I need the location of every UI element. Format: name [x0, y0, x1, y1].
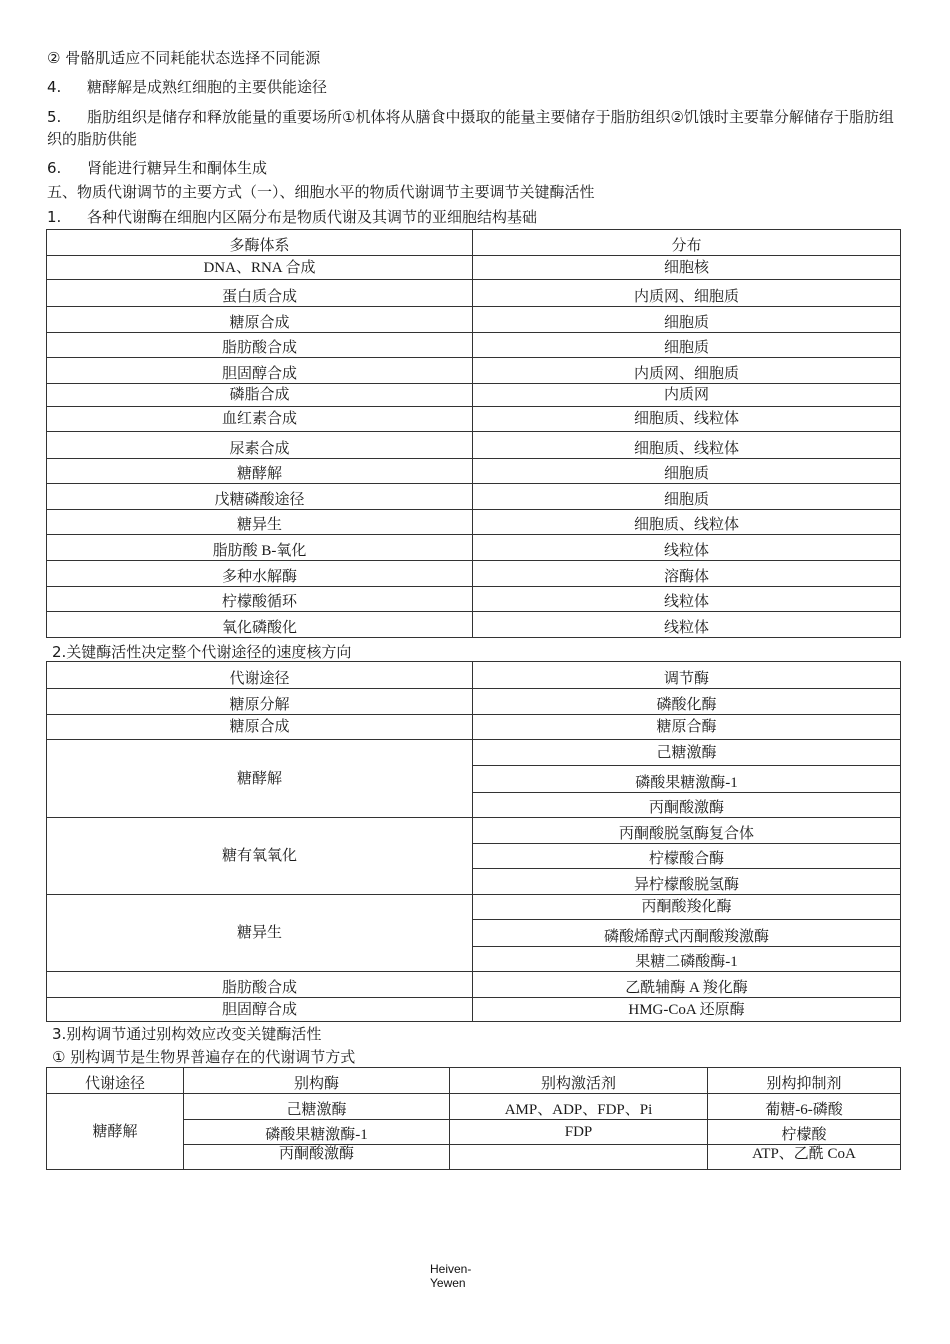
table-cell: 胆固醇合成: [47, 358, 473, 384]
table-cell: 细胞质: [473, 484, 901, 510]
table-cell: 线粒体: [473, 535, 901, 561]
table-row: [47, 280, 901, 307]
table-cell: 胆固醇合成: [47, 998, 473, 1022]
regulatory-enzyme-table: [46, 661, 901, 1022]
table-row: [47, 972, 901, 998]
table-cell: 磷酸果糖激酶-1: [184, 1120, 450, 1145]
table-row: [47, 307, 901, 333]
table-cell: 细胞质、线粒体: [473, 432, 901, 459]
table-row: [47, 715, 901, 740]
table-row: [47, 561, 901, 587]
table-cell: 蛋白质合成: [47, 280, 473, 307]
text-line: 2.关键酶活性决定整个代谢途径的速度核方向: [52, 643, 352, 661]
table-cell: 丙酮酸激酶: [473, 793, 901, 818]
table-row: [47, 998, 901, 1022]
table-row: [47, 407, 901, 432]
table-cell: 丙酮酸羧化酶: [473, 895, 901, 920]
table-cell: 细胞质、线粒体: [473, 510, 901, 535]
table-cell: 丙酮酸激酶: [184, 1145, 450, 1170]
table-cell: 糖原分解: [47, 689, 473, 715]
enzyme-distribution-table: [46, 229, 901, 638]
table-header: 代谢途径: [47, 662, 473, 689]
table-cell: 糖酵解: [47, 459, 473, 484]
page-footer: [430, 1262, 471, 1290]
table-cell: 细胞质: [473, 333, 901, 358]
table-row: [47, 740, 901, 766]
table-cell: 磷脂合成: [47, 384, 473, 407]
allosteric-regulation-table: [46, 1067, 901, 1170]
item-number: 5.: [47, 108, 62, 126]
table-cell: 磷酸烯醇式丙酮酸羧激酶: [473, 920, 901, 947]
pathway-cell: 糖酵解: [47, 1094, 184, 1170]
table-row: [47, 535, 901, 561]
table-cell: [450, 1145, 708, 1170]
table-cell: 细胞质: [473, 307, 901, 333]
table-cell: 糖原合成: [47, 715, 473, 740]
table-cell: 己糖激酶: [473, 740, 901, 766]
table-cell: 尿素合成: [47, 432, 473, 459]
text-line: [47, 157, 900, 179]
table-row: [47, 432, 901, 459]
table-header-row: [47, 230, 901, 256]
table-header: 分布: [473, 230, 901, 256]
table-cell: AMP、ADP、FDP、Pi: [450, 1094, 708, 1120]
table-cell: 多种水解酶: [47, 561, 473, 587]
table-cell: 磷酸果糖激酶-1: [473, 766, 901, 793]
table-cell: 糖异生: [47, 510, 473, 535]
pathway-cell: 糖异生: [47, 895, 473, 972]
table-cell: DNA、RNA 合成: [47, 256, 473, 280]
text-line: [47, 76, 900, 98]
table-cell: 内质网: [473, 384, 901, 407]
table-header: 代谢途径: [47, 1068, 184, 1094]
table-row: [47, 1094, 901, 1120]
table-row: [47, 587, 901, 612]
table-cell: 己糖激酶: [184, 1094, 450, 1120]
table-cell: 异柠檬酸脱氢酶: [473, 869, 901, 895]
item-number: 6.: [47, 159, 62, 177]
table-cell: 糖原合酶: [473, 715, 901, 740]
table-cell: 磷酸化酶: [473, 689, 901, 715]
table-cell: 戊糖磷酸途径: [47, 484, 473, 510]
text-line: ① 别构调节是生物界普遍存在的代谢调节方式: [52, 1048, 356, 1066]
table-cell: 脂肪酸 B-氧化: [47, 535, 473, 561]
table-cell: 糖原合成: [47, 307, 473, 333]
table-cell: 血红素合成: [47, 407, 473, 432]
table-row: [47, 358, 901, 384]
table-cell: 内质网、细胞质: [473, 358, 901, 384]
table-row: [47, 612, 901, 638]
table-row: [47, 484, 901, 510]
text-line: ② 骨骼肌适应不同耗能状态选择不同能源: [47, 49, 321, 67]
item-number: 1.: [47, 208, 62, 226]
table-row: [47, 459, 901, 484]
table-row: [47, 256, 901, 280]
table-cell: 果糖二磷酸酶-1: [473, 947, 901, 972]
table-cell: 柠檬酸: [708, 1120, 901, 1145]
table-row: [47, 689, 901, 715]
table-cell: FDP: [450, 1120, 708, 1145]
table-cell: 细胞核: [473, 256, 901, 280]
table-header: 多酶体系: [47, 230, 473, 256]
table-header: 别构激活剂: [450, 1068, 708, 1094]
table-header: 调节酶: [473, 662, 901, 689]
footer-line: Heiven-: [430, 1262, 472, 1276]
item-text: 各种代谢酶在细胞内区隔分布是物质代谢及其调节的亚细胞结构基础: [87, 208, 538, 226]
table-header: 别构酶: [184, 1068, 450, 1094]
table-row: [47, 510, 901, 535]
table-cell: 柠檬酸合酶: [473, 844, 901, 869]
table-row: [47, 384, 901, 407]
table-cell: 细胞质、线粒体: [473, 407, 901, 432]
table-cell: HMG-CoA 还原酶: [473, 998, 901, 1022]
item-text: 肾能进行糖异生和酮体生成: [87, 159, 268, 177]
table-row: [47, 818, 901, 844]
table-cell: 乙酰辅酶 A 羧化酶: [473, 972, 901, 998]
item-text: 糖酵解是成熟红细胞的主要供能途径: [87, 78, 328, 96]
table-cell: 脂肪酸合成: [47, 333, 473, 358]
pathway-cell: 糖有氧氧化: [47, 818, 473, 895]
table-row: [47, 895, 901, 920]
text-line: [47, 206, 900, 228]
table-row: [47, 333, 901, 358]
item-number: 4.: [47, 78, 62, 96]
table-cell: 脂肪酸合成: [47, 972, 473, 998]
table-cell: 细胞质: [473, 459, 901, 484]
item-text: 脂肪组织是储存和释放能量的重要场所①机体将从膳食中摄取的能量主要储存于脂肪组织②饥饿时主要靠分解储存于脂肪组织的脂肪供能: [47, 108, 894, 148]
text-paragraph: [47, 106, 900, 150]
footer-line: Yewen: [430, 1276, 466, 1290]
table-header: 别构抑制剂: [708, 1068, 901, 1094]
table-cell: 柠檬酸循环: [47, 587, 473, 612]
table-cell: 葡糖-6-磷酸: [708, 1094, 901, 1120]
text-line: 3.别构调节通过别构效应改变关键酶活性: [52, 1025, 322, 1043]
table-header-row: [47, 1068, 901, 1094]
table-cell: ATP、乙酰 CoA: [708, 1145, 901, 1170]
pathway-cell: 糖酵解: [47, 740, 473, 818]
table-cell: 内质网、细胞质: [473, 280, 901, 307]
table-cell: 线粒体: [473, 587, 901, 612]
section-heading: 五、物质代谢调节的主要方式（一）、细胞水平的物质代谢调节主要调节关键酶活性: [47, 183, 595, 201]
table-header-row: [47, 662, 901, 689]
table-cell: 氧化磷酸化: [47, 612, 473, 638]
table-cell: 溶酶体: [473, 561, 901, 587]
table-cell: 丙酮酸脱氢酶复合体: [473, 818, 901, 844]
table-cell: 线粒体: [473, 612, 901, 638]
